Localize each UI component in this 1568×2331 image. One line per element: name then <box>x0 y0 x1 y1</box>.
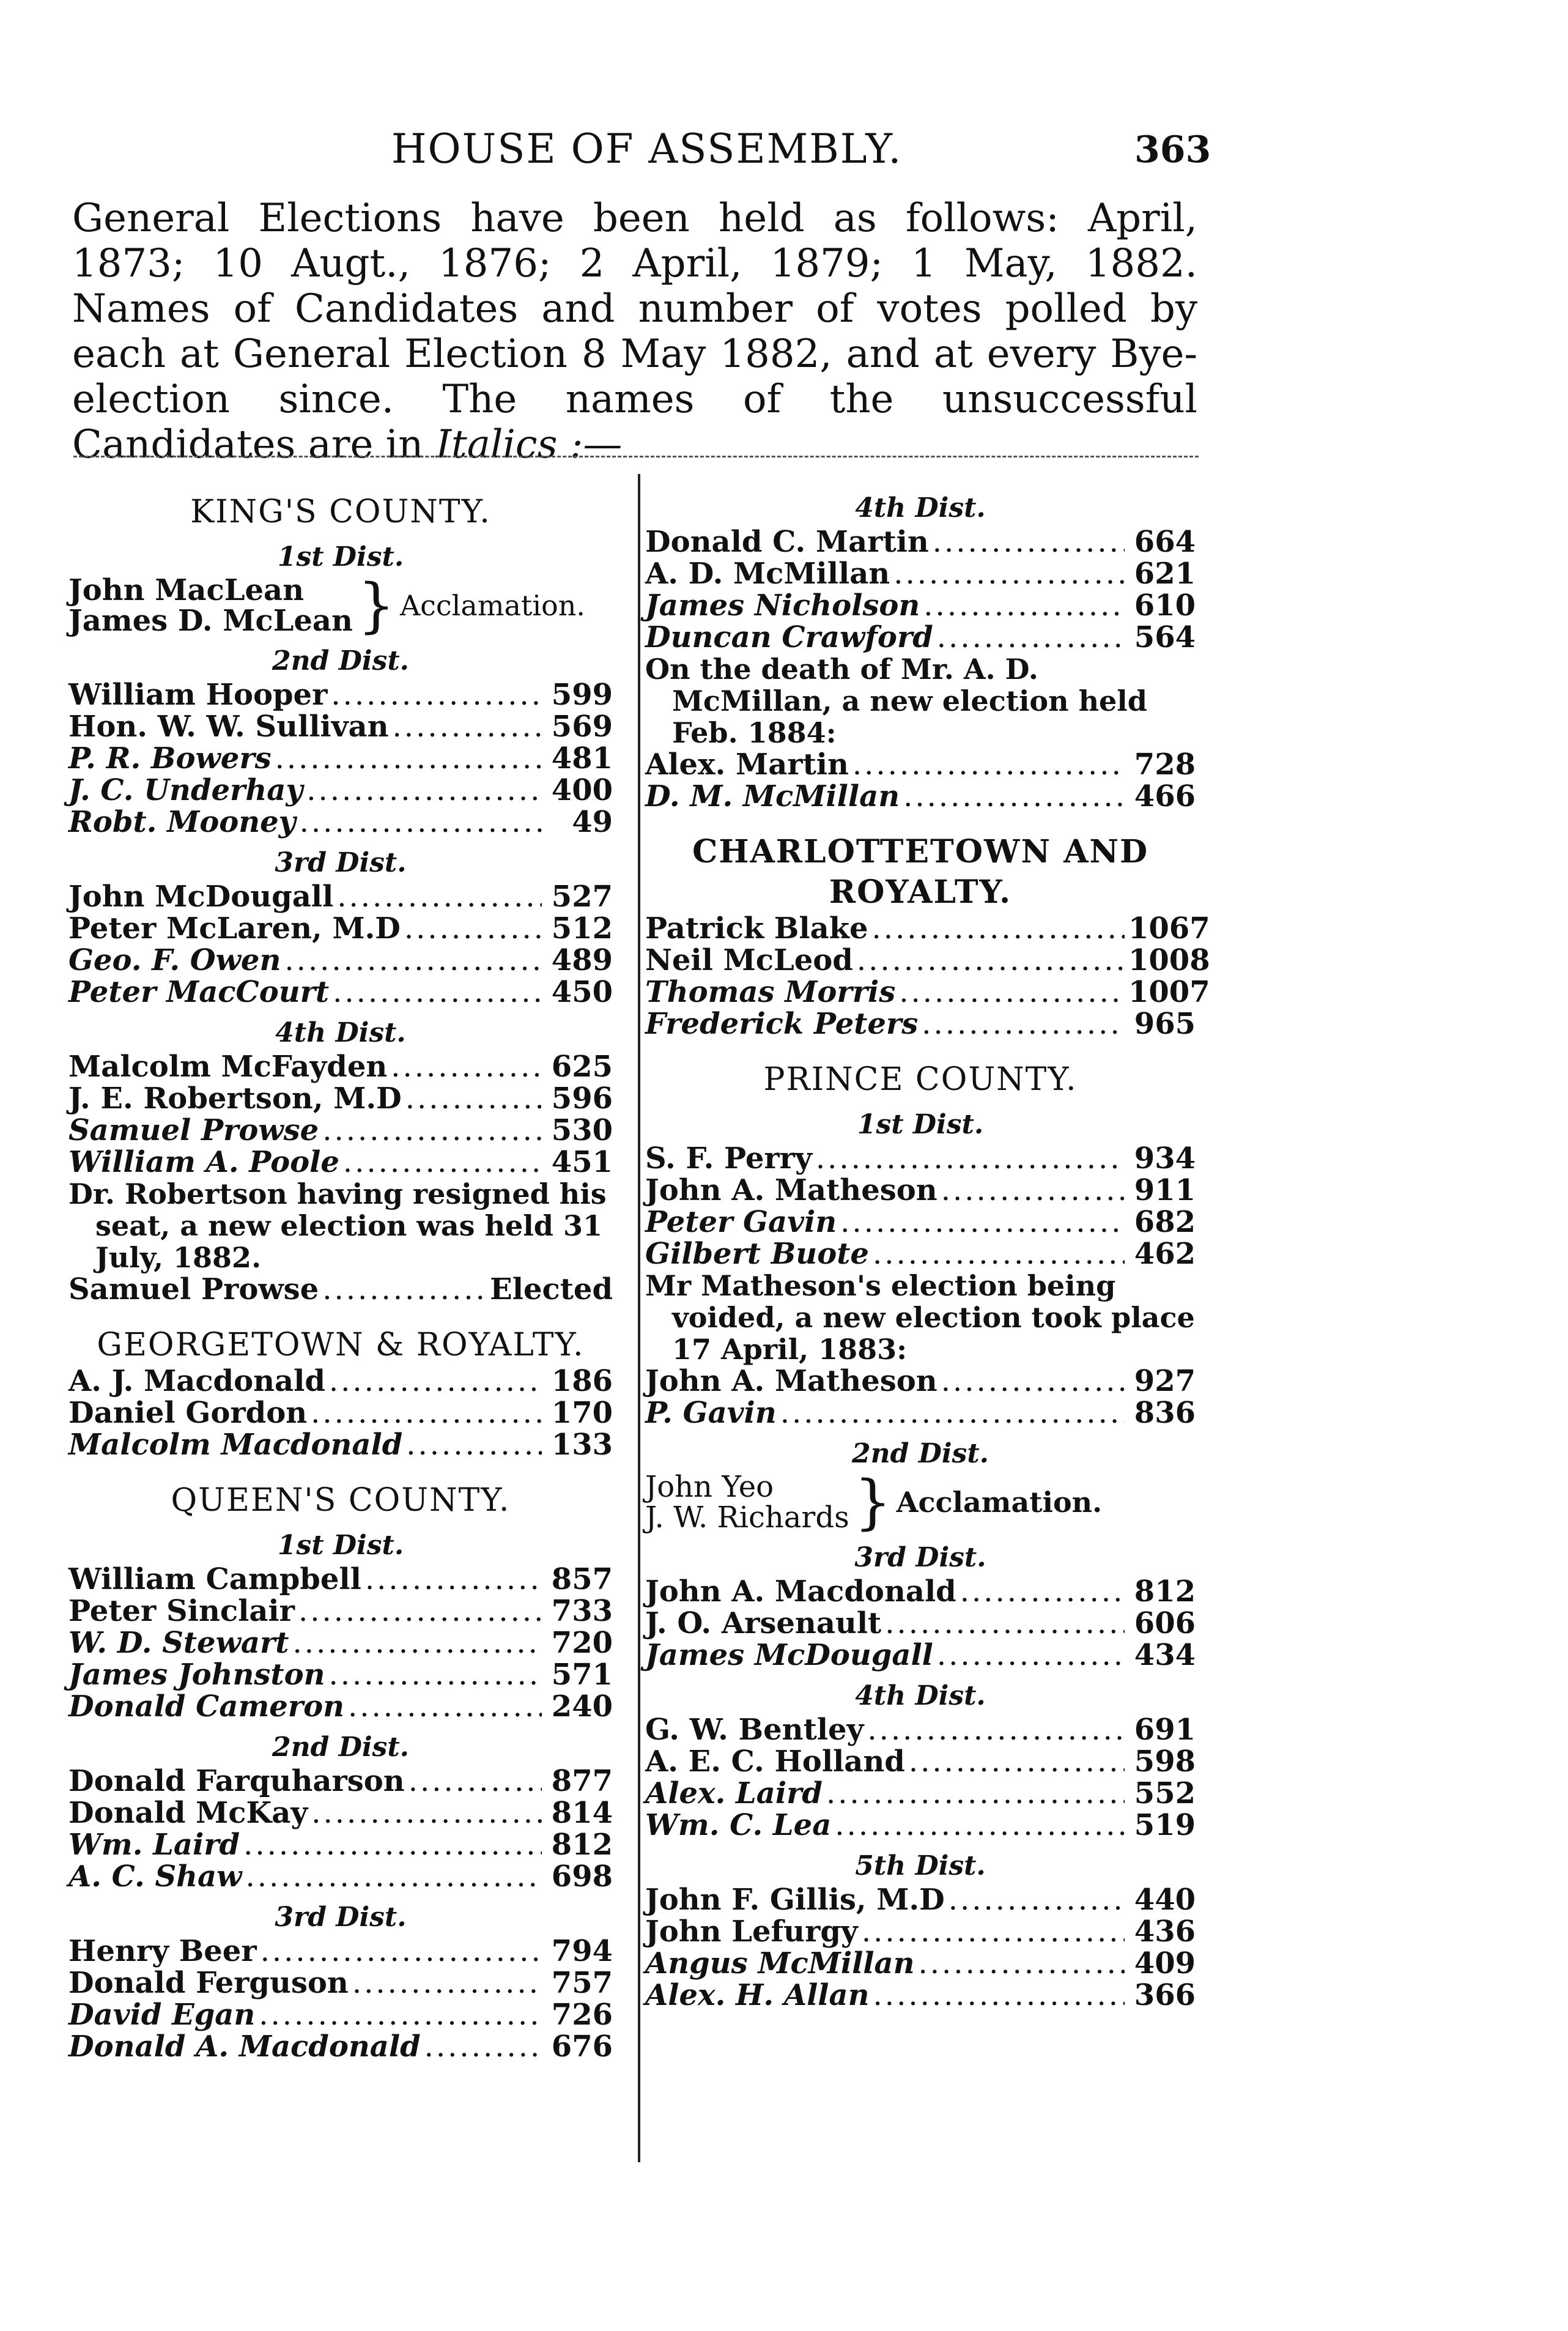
district-heading: 1st Dist. <box>857 1109 984 1140</box>
leader-dots <box>298 1595 542 1627</box>
vote-count: 691 <box>1134 1713 1196 1747</box>
candidate-name: Samuel Prowse <box>68 1113 319 1147</box>
district-heading: 5th Dist. <box>855 1850 986 1881</box>
vote-count: 481 <box>551 741 613 776</box>
district-heading: 1st Dist. <box>277 541 404 573</box>
candidate-name: A. E. C. Holland <box>645 1744 905 1779</box>
candidate-row <box>68 711 613 743</box>
candidate-row <box>68 1397 613 1429</box>
candidate-name: A. C. Shaw <box>68 1859 242 1894</box>
vote-count: 436 <box>1134 1914 1196 1949</box>
bye-election-note: Mr Matheson's election being voided, a new election took place 17 April, 1883: <box>645 1269 1195 1366</box>
vote-count: 527 <box>551 880 613 914</box>
leader-dots <box>409 1765 542 1797</box>
candidate-name: James Johnston <box>68 1658 325 1692</box>
leader-dots <box>352 1967 542 1999</box>
candidate-name: Donald Farquharson <box>68 1764 405 1798</box>
county-heading: PRINCE COUNTY. <box>763 1061 1078 1098</box>
candidate-name: Donald McKay <box>68 1796 308 1830</box>
vote-count: 571 <box>551 1658 613 1692</box>
leader-dots <box>337 881 542 913</box>
charlottetown-section <box>645 832 1210 1041</box>
candidate-row <box>68 1595 613 1627</box>
vote-count: 733 <box>551 1594 613 1628</box>
candidate-row <box>645 1746 1196 1777</box>
candidate-name: Hon. W. W. Sullivan <box>68 710 389 744</box>
vote-count: 489 <box>551 943 613 977</box>
acclamation-entry <box>68 571 613 640</box>
candidate-name: James Nicholson <box>645 588 920 623</box>
candidate-row <box>645 1238 1196 1270</box>
candidate-row <box>645 1576 1196 1607</box>
county-heading: KING'S COUNTY. <box>190 494 491 530</box>
vote-count: 676 <box>551 2029 613 2064</box>
leader-dots <box>243 1829 542 1861</box>
candidate-name: John F. Gillis, M.D <box>645 1883 945 1917</box>
candidate-name: Donald C. Martin <box>645 525 929 559</box>
candidate-name: Gilbert Buote <box>645 1237 869 1271</box>
brace-glyph: } <box>357 571 395 640</box>
candidate-name: William Hooper <box>68 678 328 712</box>
brace-glyph: } <box>854 1468 892 1536</box>
candidate-row <box>645 1143 1196 1174</box>
candidate-name: John A. Macdonald <box>645 1574 956 1609</box>
candidate-row <box>68 1829 613 1861</box>
leader-dots <box>941 1174 1125 1206</box>
vote-count: 857 <box>551 1562 613 1596</box>
candidate-name: J. W. Richards <box>645 1500 849 1535</box>
leader-dots <box>867 1714 1125 1746</box>
leader-dots <box>300 806 542 838</box>
vote-count: 451 <box>551 1145 613 1179</box>
candidate-row <box>645 1979 1196 2011</box>
candidate-row <box>68 1083 613 1114</box>
acclamation-label: Acclamation. <box>896 1486 1103 1519</box>
intro-italic-tail: Italics :— <box>435 422 623 467</box>
left-column <box>68 483 613 2062</box>
vote-count: 814 <box>551 1796 613 1830</box>
candidate-name: A. J. Macdonald <box>68 1364 325 1398</box>
header-rule <box>73 456 1199 458</box>
vote-count: 440 <box>1134 1883 1196 1917</box>
leader-dots <box>311 1797 542 1829</box>
candidate-row <box>68 679 613 711</box>
leader-dots <box>816 1143 1125 1174</box>
vote-count: 462 <box>1134 1237 1196 1271</box>
leader-dots <box>937 621 1125 653</box>
candidate-row <box>68 976 613 1008</box>
candidate-name: J. O. Arsenault <box>645 1606 882 1640</box>
candidate-row <box>68 944 613 976</box>
leader-dots <box>322 1273 486 1305</box>
candidate-row <box>68 1429 613 1461</box>
candidate-name: Malcolm Macdonald <box>68 1428 403 1462</box>
county-heading: QUEEN'S COUNTY. <box>171 1482 511 1519</box>
vote-count: 366 <box>1134 1978 1196 2012</box>
leader-dots <box>941 1365 1125 1397</box>
candidate-name: Donald Cameron <box>68 1689 344 1724</box>
candidate-name: S. F. Perry <box>645 1141 812 1176</box>
georgetown-section <box>68 1325 613 1461</box>
vote-count: 1008 <box>1128 943 1210 977</box>
candidate-name: David Egan <box>68 1998 256 2032</box>
leader-dots <box>862 1916 1125 1947</box>
candidate-row <box>645 1174 1196 1206</box>
page-number: 363 <box>1134 128 1211 171</box>
vote-count: 610 <box>1134 588 1196 623</box>
page-header <box>0 125 1568 180</box>
leader-dots <box>404 913 542 944</box>
queens-4th-district-section <box>645 491 1196 812</box>
candidate-name: Peter Gavin <box>645 1205 837 1239</box>
candidate-row <box>645 1947 1196 1979</box>
vote-count: 599 <box>551 678 613 712</box>
candidate-name: Daniel Gordon <box>68 1396 308 1430</box>
prince-county-section <box>645 1059 1196 2011</box>
vote-count: 812 <box>1134 1574 1196 1609</box>
candidate-row <box>68 1563 613 1595</box>
candidate-name: Malcolm McFayden <box>68 1050 388 1084</box>
candidate-name: J. C. Underhay <box>68 773 303 807</box>
vote-count: 698 <box>551 1859 613 1894</box>
leader-dots <box>893 558 1125 590</box>
candidate-row <box>645 1884 1196 1916</box>
candidate-row <box>645 1916 1196 1947</box>
leader-dots <box>835 1809 1125 1841</box>
candidate-name: A. D. McMillan <box>645 557 890 591</box>
vote-count: 512 <box>551 911 613 946</box>
candidate-name: D. M. McMillan <box>645 779 900 813</box>
right-column <box>645 483 1210 2012</box>
candidate-name: William A. Poole <box>68 1145 339 1179</box>
candidate-name: Peter MacCourt <box>68 975 330 1009</box>
vote-count: 877 <box>551 1764 613 1798</box>
candidate-name: Peter Sinclair <box>68 1594 295 1628</box>
district-heading: 3rd Dist. <box>854 1542 986 1573</box>
candidate-row <box>645 1008 1196 1040</box>
vote-count: 836 <box>1134 1396 1196 1430</box>
vote-count: 728 <box>1134 747 1196 782</box>
vote-count: 1067 <box>1128 911 1210 946</box>
candidate-name: J. E. Robertson, M.D <box>68 1081 402 1116</box>
leader-dots <box>329 1365 542 1397</box>
acclamation-label: Acclamation. <box>399 589 586 622</box>
candidate-name: Robt. Mooney <box>68 805 296 839</box>
vote-count: 934 <box>1134 1141 1196 1176</box>
candidate-row <box>68 913 613 944</box>
leader-dots <box>405 1083 542 1114</box>
candidate-row <box>68 2031 613 2062</box>
vote-count: 720 <box>551 1626 613 1660</box>
candidate-name: John A. Matheson <box>645 1173 937 1207</box>
candidate-row <box>645 1809 1196 1841</box>
candidate-row <box>645 1714 1196 1746</box>
leader-dots <box>933 526 1125 558</box>
vote-count: 911 <box>1134 1173 1196 1207</box>
vote-count: 530 <box>551 1113 613 1147</box>
candidate-name: John Lefurgy <box>645 1914 858 1949</box>
candidate-row <box>68 1365 613 1397</box>
vote-count: 400 <box>551 773 613 807</box>
leader-dots <box>903 780 1125 812</box>
vote-count: 664 <box>1134 525 1196 559</box>
leader-dots <box>406 1429 542 1461</box>
candidate-name: Alex. Martin <box>645 747 849 782</box>
vote-count: 186 <box>551 1364 613 1398</box>
candidate-row <box>68 1273 613 1305</box>
candidate-name: Peter McLaren, M.D <box>68 911 401 946</box>
page-title: HOUSE OF ASSEMBLY. <box>391 125 903 172</box>
candidate-name: John Yeo <box>645 1470 774 1504</box>
vote-count: 170 <box>551 1396 613 1430</box>
vote-count: 552 <box>1134 1776 1196 1810</box>
leader-dots <box>322 1114 542 1146</box>
candidate-row <box>645 558 1196 590</box>
county-heading: CHARLOTTETOWN AND ROYALTY. <box>692 833 1149 911</box>
vote-count: 569 <box>551 710 613 744</box>
candidate-name: Frederick Peters <box>645 1007 919 1041</box>
kings-county-section <box>68 492 613 1305</box>
vote-count: 726 <box>551 1998 613 2032</box>
candidate-row <box>645 1206 1196 1238</box>
vote-count: 625 <box>551 1050 613 1084</box>
candidate-name: William Campbell <box>68 1562 361 1596</box>
vote-count: 598 <box>1134 1744 1196 1779</box>
candidate-row <box>68 774 613 806</box>
election-result: Elected <box>490 1272 613 1306</box>
candidate-row <box>645 780 1196 812</box>
candidate-row <box>645 1365 1196 1397</box>
vote-count: 596 <box>551 1081 613 1116</box>
vote-count: 564 <box>1134 620 1196 654</box>
leader-dots <box>311 1397 542 1429</box>
candidate-name: P. Gavin <box>645 1396 777 1430</box>
candidate-row <box>68 1051 613 1083</box>
leader-dots <box>937 1639 1125 1671</box>
candidate-name: Duncan Crawford <box>645 620 933 654</box>
leader-dots <box>365 1563 542 1595</box>
candidate-name: P. R. Bowers <box>68 741 272 776</box>
vote-count: 682 <box>1134 1205 1196 1239</box>
acclamation-names <box>68 575 353 636</box>
vote-count: 757 <box>551 1966 613 2000</box>
acclamation-names <box>645 1472 849 1533</box>
candidate-row <box>68 1691 613 1722</box>
intro-paragraph <box>72 196 1197 467</box>
leader-dots <box>899 976 1125 1008</box>
leader-dots <box>424 2031 542 2062</box>
leader-dots <box>284 944 542 976</box>
vote-count: 812 <box>551 1828 613 1862</box>
vote-count: 409 <box>1134 1946 1196 1981</box>
vote-count: 621 <box>1134 557 1196 591</box>
leader-dots <box>852 749 1125 780</box>
candidate-row <box>68 1627 613 1659</box>
district-heading: 2nd Dist. <box>852 1438 989 1469</box>
leader-dots <box>245 1861 542 1892</box>
leader-dots <box>275 743 542 774</box>
bye-election-note: Dr. Robertson having resigned his seat, a new election was held 31 July, 1882. <box>68 1177 607 1274</box>
vote-count: 133 <box>551 1428 613 1462</box>
leader-dots <box>922 1008 1125 1040</box>
vote-count: 49 <box>572 805 613 839</box>
candidate-row <box>645 526 1196 558</box>
vote-count: 466 <box>1134 779 1196 813</box>
candidate-row <box>68 1797 613 1829</box>
leader-dots <box>857 944 1125 976</box>
vote-count: 1007 <box>1128 975 1210 1009</box>
candidate-name: James McDougall <box>645 1638 933 1672</box>
candidate-name: John McDougall <box>68 880 334 914</box>
candidate-row <box>645 1607 1196 1639</box>
acclamation-entry <box>645 1468 1196 1536</box>
vote-count: 794 <box>551 1934 613 1968</box>
leader-dots <box>780 1397 1125 1429</box>
candidate-name: G. W. Bentley <box>645 1713 864 1747</box>
leader-dots <box>343 1146 542 1178</box>
leader-dots <box>348 1691 542 1722</box>
leader-dots <box>885 1607 1125 1639</box>
district-heading: 1st Dist. <box>277 1530 404 1561</box>
district-heading: 3rd Dist. <box>275 847 407 878</box>
leader-dots <box>306 774 542 806</box>
candidate-row <box>645 590 1196 621</box>
leader-dots <box>909 1746 1125 1777</box>
district-heading: 4th Dist. <box>855 1680 986 1711</box>
candidate-name: Angus McMillan <box>645 1946 915 1981</box>
vote-count: 606 <box>1134 1606 1196 1640</box>
vote-count: 965 <box>1134 1007 1196 1041</box>
candidate-row <box>645 1397 1196 1429</box>
vote-count: 450 <box>551 975 613 1009</box>
candidate-row <box>645 1777 1196 1809</box>
candidate-row <box>68 1114 613 1146</box>
leader-dots <box>826 1777 1125 1809</box>
candidate-row <box>68 806 613 838</box>
leader-dots <box>261 1935 542 1967</box>
candidate-row <box>68 1146 613 1178</box>
candidate-row <box>68 881 613 913</box>
leader-dots <box>873 1979 1125 2011</box>
leader-dots <box>391 1051 542 1083</box>
vote-count: 240 <box>551 1689 613 1724</box>
leader-dots <box>292 1627 542 1659</box>
candidate-name: Donald Ferguson <box>68 1966 349 2000</box>
candidate-row <box>645 975 1210 1009</box>
leader-dots <box>872 913 1125 944</box>
candidate-name: Alex. Laird <box>645 1776 823 1810</box>
vote-count: 927 <box>1134 1364 1196 1398</box>
candidate-name: Donald A. Macdonald <box>68 2029 421 2064</box>
leader-dots <box>393 711 542 743</box>
candidate-row <box>68 1967 613 1999</box>
candidate-row <box>645 1639 1196 1671</box>
candidate-name: Alex. H. Allan <box>645 1978 870 2012</box>
district-heading: 2nd Dist. <box>272 1732 409 1763</box>
bye-election-note: On the death of Mr. A. D. McMillan, a new election held Feb. 1884: <box>645 653 1147 749</box>
leader-dots <box>923 590 1125 621</box>
candidate-name: Henry Beer <box>68 1934 257 1968</box>
leader-dots <box>949 1884 1125 1916</box>
leader-dots <box>331 679 542 711</box>
candidate-name: Wm. Laird <box>68 1828 240 1862</box>
candidate-row <box>645 749 1196 780</box>
candidate-row <box>645 621 1196 653</box>
candidate-row <box>68 1659 613 1691</box>
leader-dots <box>333 976 542 1008</box>
leader-dots <box>960 1576 1125 1607</box>
candidate-name: John MacLean <box>68 573 304 607</box>
candidate-row <box>68 743 613 774</box>
vote-count: 434 <box>1134 1638 1196 1672</box>
candidate-row <box>68 1765 613 1797</box>
candidate-name: Samuel Prowse <box>68 1272 319 1306</box>
candidate-row <box>68 1999 613 2031</box>
leader-dots <box>873 1238 1125 1270</box>
leader-dots <box>329 1659 542 1691</box>
district-heading: 3rd Dist. <box>275 1902 407 1933</box>
leader-dots <box>840 1206 1125 1238</box>
leader-dots <box>259 1999 542 2031</box>
district-heading: 2nd Dist. <box>272 645 409 676</box>
queens-county-section <box>68 1480 613 2062</box>
vote-count: 519 <box>1134 1808 1196 1842</box>
district-heading: 4th Dist. <box>275 1017 406 1048</box>
candidate-row <box>645 943 1210 977</box>
leader-dots <box>919 1947 1125 1979</box>
candidate-name: Wm. C. Lea <box>645 1808 832 1842</box>
candidate-name: John A. Matheson <box>645 1364 937 1398</box>
county-heading: GEORGETOWN & ROYALTY. <box>97 1327 585 1363</box>
candidate-name: Geo. F. Owen <box>68 943 281 977</box>
candidate-name: Thomas Morris <box>645 975 896 1009</box>
candidate-name: W. D. Stewart <box>68 1626 289 1660</box>
intro-text: General Elections have been held as follows: April, 1873; 10 Augt., 1876; 2 April, 1879; 1 May, 1882. Names of Candidates and number of votes polled by each at General Election 8 May 1882, and at every Bye-election since. The names of the unsuccessful Candidates are in <box>72 196 1197 467</box>
candidate-row <box>68 1935 613 1967</box>
column-divider <box>638 474 640 2162</box>
candidate-name: James D. McLean <box>68 604 353 638</box>
candidate-row <box>68 1861 613 1892</box>
candidate-row <box>645 911 1210 946</box>
candidate-name: Neil McLeod <box>645 943 853 977</box>
candidate-name: Patrick Blake <box>645 911 868 946</box>
district-heading: 4th Dist. <box>855 492 986 524</box>
